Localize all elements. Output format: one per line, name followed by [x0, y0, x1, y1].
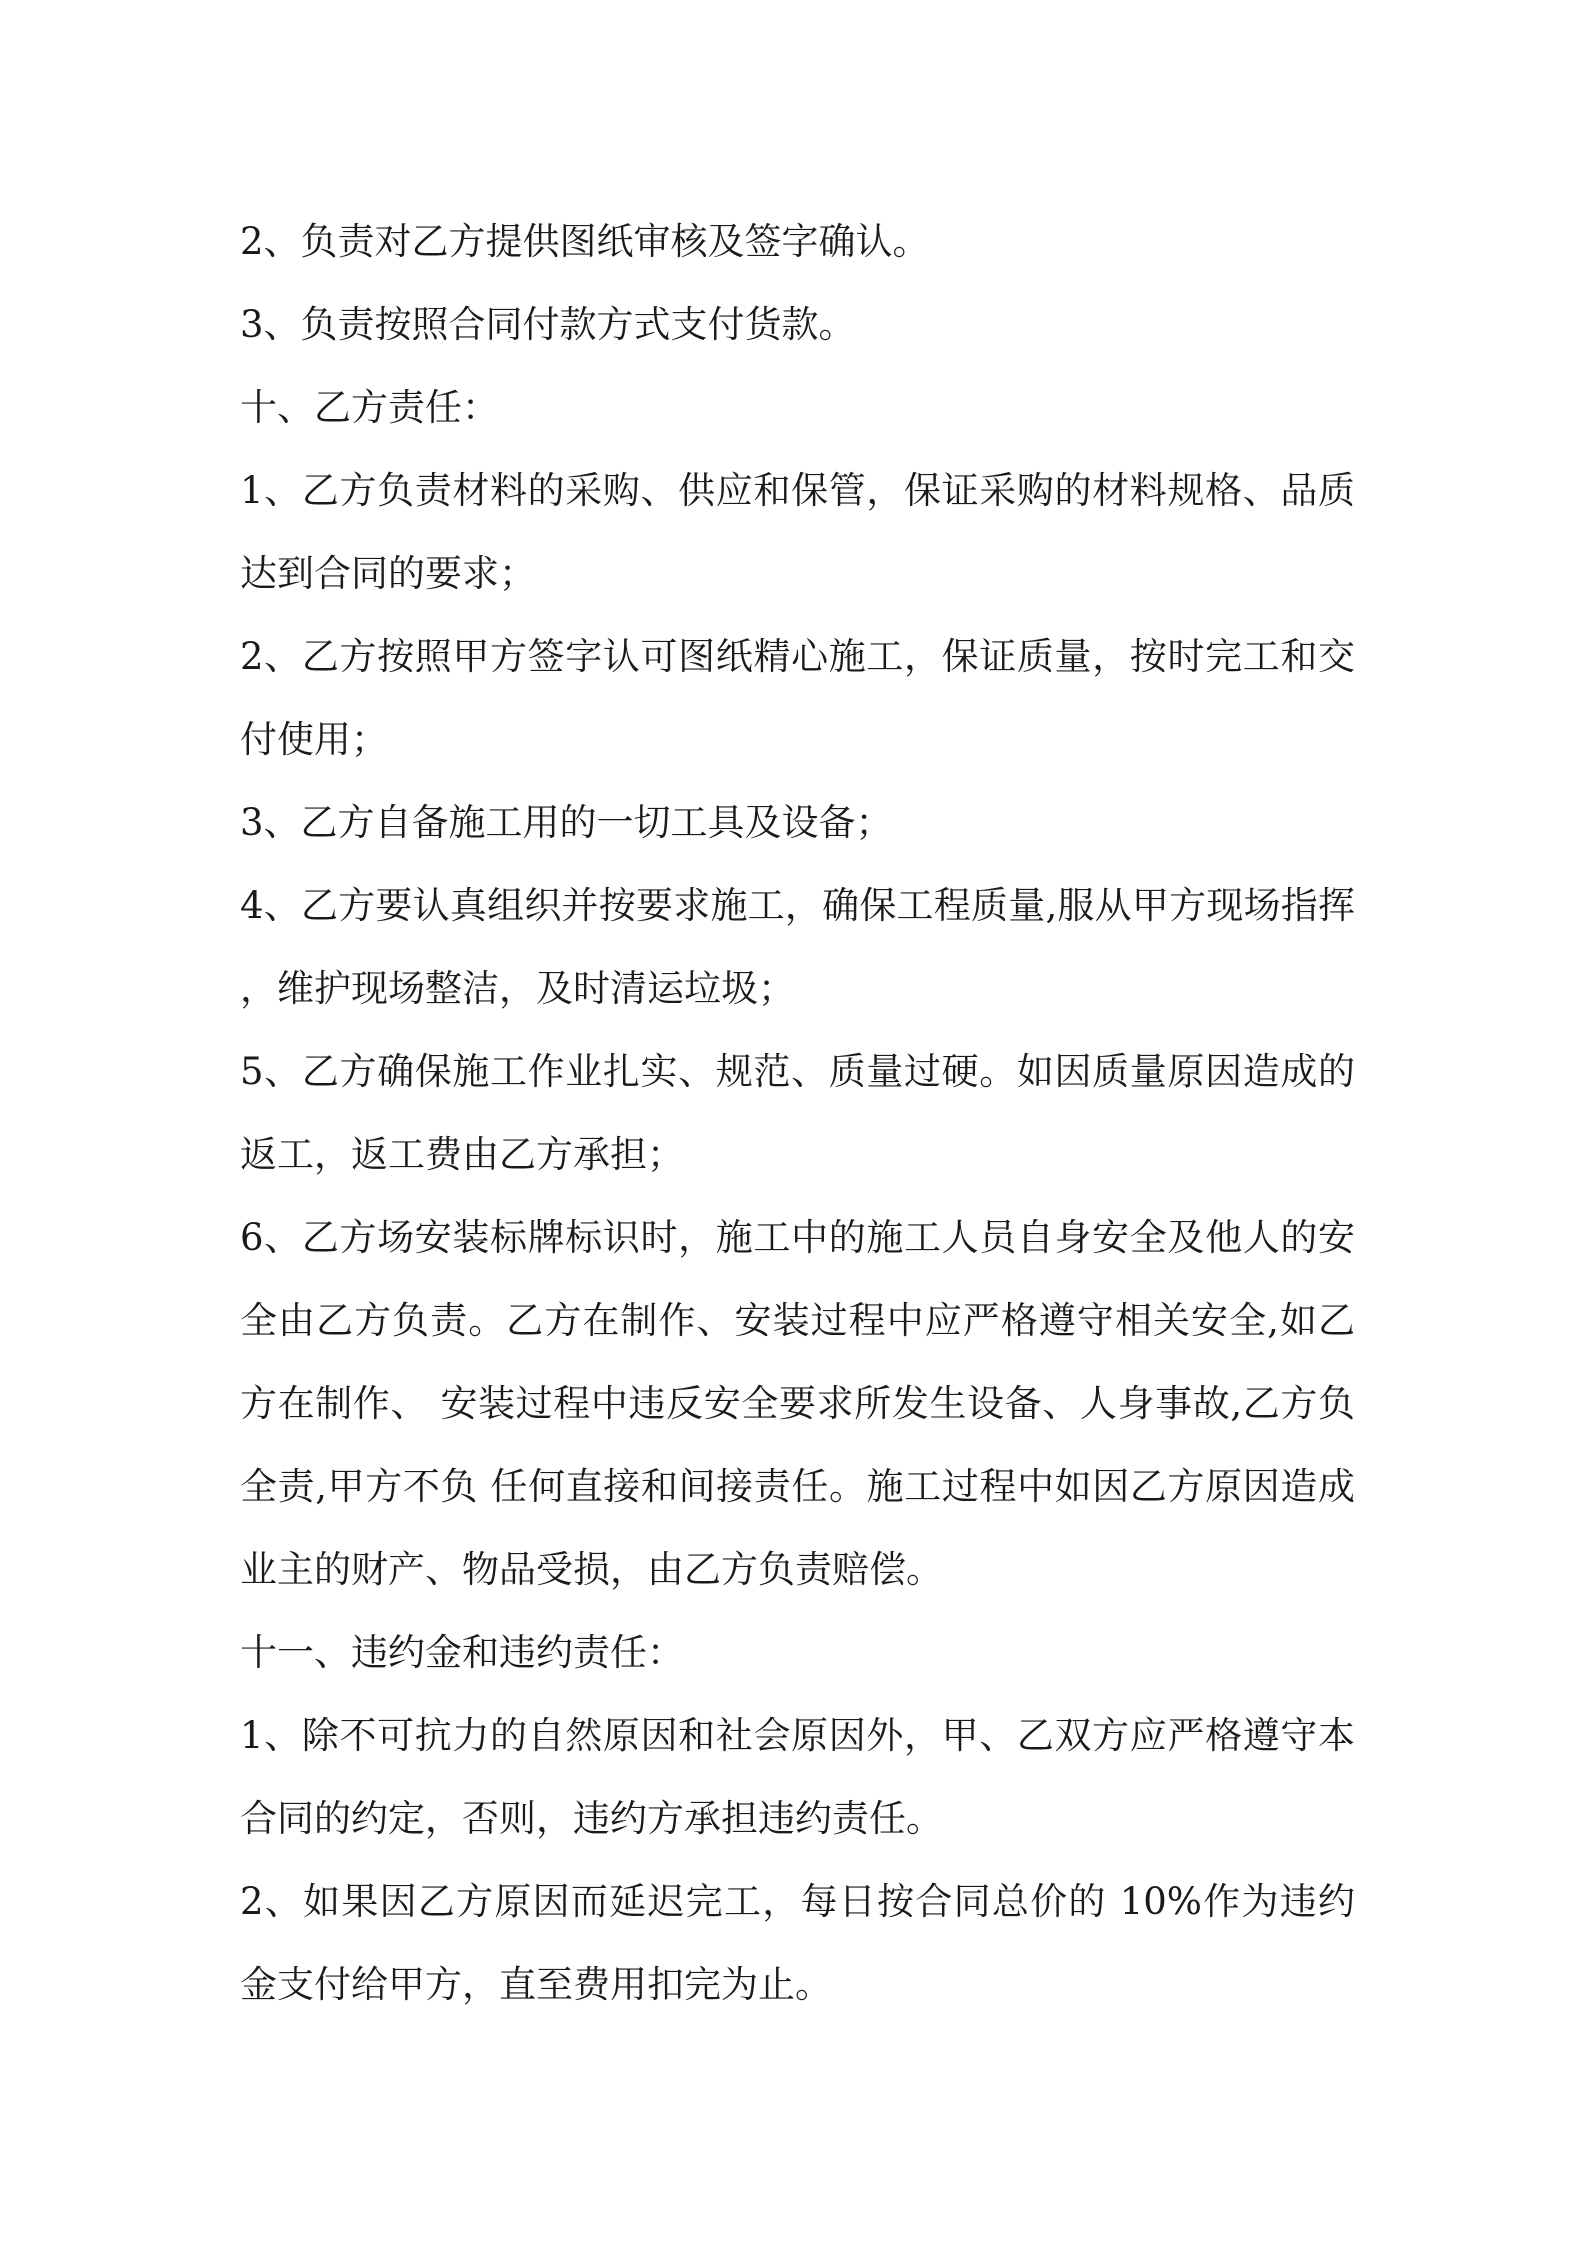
paragraph-breach-clause-2: 2、如果因乙方原因而延迟完工，每日按合同总价的 10%作为违约金支付给甲方，直至费用扣完为止。: [240, 1880, 1355, 2006]
paragraph-party-a-duty-2: 2、负责对乙方提供图纸审核及签字确认。: [240, 220, 930, 263]
paragraph-party-b-duty-4: 4、乙方要认真组织并按要求施工，确保工程质量,服从甲方现场指挥，维护现场整洁，及时清运垃圾；: [240, 884, 1355, 1010]
paragraph-party-b-duty-1: 1、乙方负责材料的采购、供应和保管，保证采购的材料规格、品质达到合同的要求；: [240, 469, 1355, 595]
paragraph-party-b-duty-3: 3、乙方自备施工用的一切工具及设备；: [240, 801, 893, 844]
paragraph-party-b-duty-2: 2、乙方按照甲方签字认可图纸精心施工，保证质量，按时完工和交付使用；: [240, 635, 1355, 761]
paragraph-breach-clause-1: 1、除不可抗力的自然原因和社会原因外，甲、乙双方应严格遵守本合同的约定，否则，违约方承担违约责任。: [240, 1714, 1355, 1840]
section-heading-liquidated-damages: 十一、违约金和违约责任：: [240, 1631, 684, 1674]
paragraph-party-b-duty-6: 6、乙方场安装标牌标识时，施工中的施工人员自身安全及他人的安全由乙方负责。乙方在制作、安装过程中应严格遵守相关安全,如乙方在制作、 安装过程中违反安全要求所发生设备、人身事故,乙方负全责,甲方不负 任何直接和间接责任。施工过程中如因乙方原因造成业主的财产、物品受损，由乙方负责赔偿。: [240, 1216, 1355, 1591]
section-heading-party-b-responsibility: 十、乙方责任：: [240, 386, 499, 429]
document-body: [240, 200, 1355, 2026]
paragraph-party-b-duty-5: 5、乙方确保施工作业扎实、规范、质量过硬。如因质量原因造成的返工，返工费由乙方承担；: [240, 1050, 1355, 1176]
paragraph-party-a-duty-3: 3、负责按照合同付款方式支付货款。: [240, 303, 856, 346]
